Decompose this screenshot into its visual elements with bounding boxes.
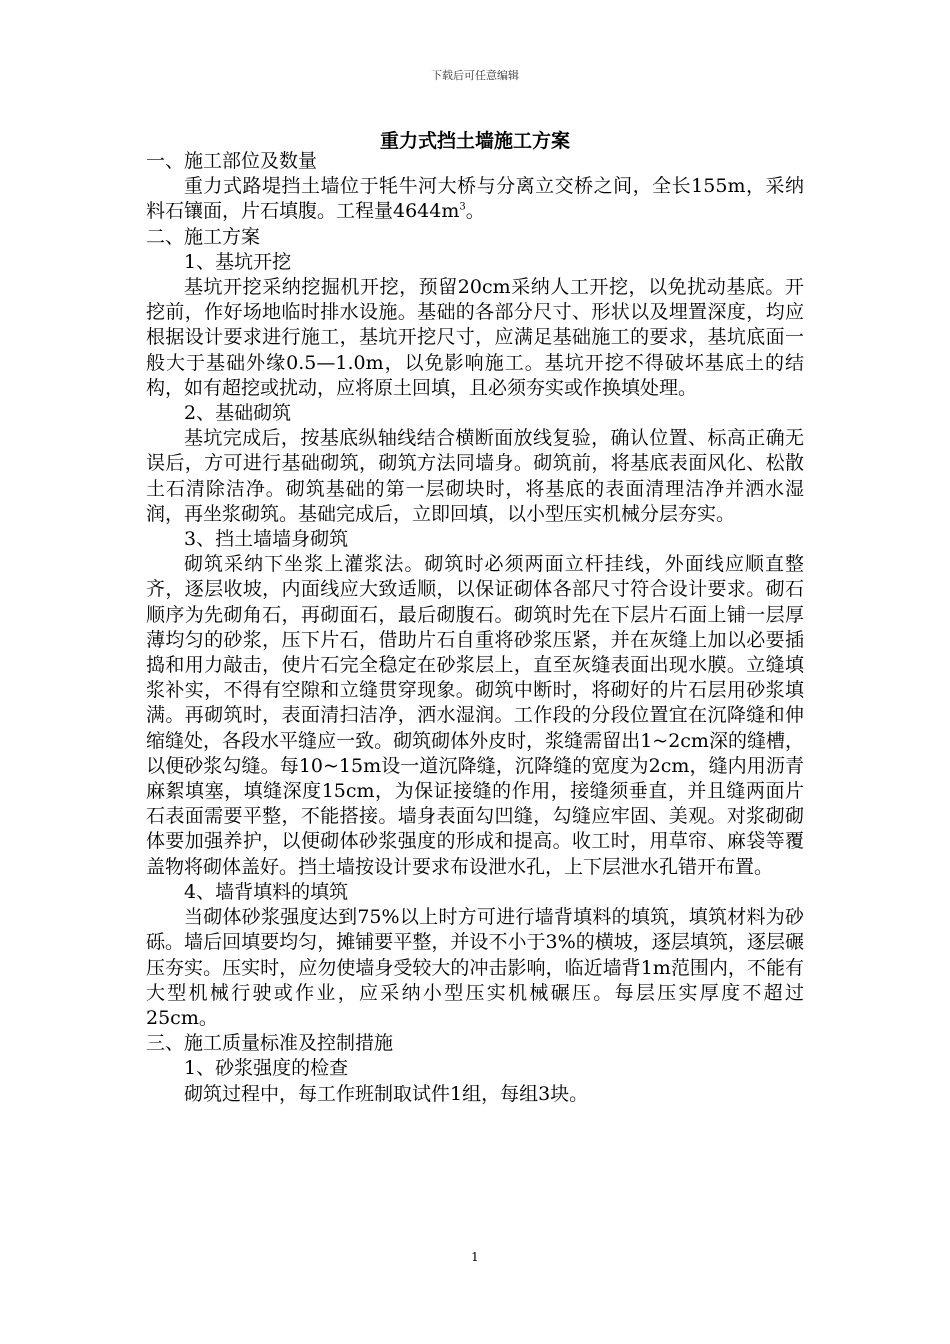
subsection-heading-2-2: 2、基础砌筑 bbox=[184, 402, 292, 425]
section-1-paragraph-text: 重力式路堤挡土墙位于牦牛河大桥与分离立交桥之间，全长155m，采纳料石镶面，片石填腹。工程量4644m bbox=[146, 175, 804, 223]
subsection-paragraph-2-2: 基坑完成后，按基底纵轴线结合横断面放线复验，确认位置、标高正确无误后，方可进行基础砌筑，砌筑方法同墙身。砌筑前，将基底表面风化、松散土石清除洁净。砌筑基础的第一层砌块时，将基底的表面清理洁净并洒水湿润，再坐浆砌筑。基础完成后，立即回填，以小型压实机械分层夯实。 bbox=[146, 427, 804, 525]
subsection-heading-2-1: 1、基坑开挖 bbox=[184, 250, 292, 273]
subsection-paragraph-3-1: 砌筑过程中，每工作班制取试件1组，每组3块。 bbox=[184, 1082, 589, 1105]
section-1-paragraph bbox=[146, 174, 804, 224]
subsection-paragraph-2-1: 基坑开挖采纳挖掘机开挖，预留20cm采纳人工开挖，以免扰动基底。开挖前，作好场地临时排水设施。基础的各部分尺寸、形状以及埋置深度，均应根据设计要求进行施工，基坑开挖尺寸，应满足基础施工的要求，基坑底面一般大于基础外缘0.5—1.0m，以免影响施工。基坑开挖不得破坏基底土的结构，如有超挖或扰动，应将原土回填，且必须夯实或作换填处理。 bbox=[146, 276, 804, 399]
superscript-cubic: 3 bbox=[459, 202, 466, 214]
section-heading-1: 一、施工部位及数量 bbox=[146, 150, 318, 172]
page-number: 1 bbox=[471, 1250, 479, 1264]
page-header-note: 下载后可任意编辑 bbox=[431, 69, 519, 82]
document-body bbox=[146, 149, 804, 1107]
subsection-paragraph-2-4: 当砌体砂浆强度达到75%以上时方可进行墙背填料的填筑，填筑材料为砂砾。墙后回填要均匀，摊铺要平整，并设不小于3%的横坡，逐层填筑，逐层碾压夯实。压实时，应勿使墙身受较大的冲击影响，临近墙背1m范围内，不能有大型机械行驶或作业，应采纳小型压实机械碾压。每层压实厚度不超过25cm。 bbox=[146, 906, 804, 1029]
section-heading-3: 三、施工质量标准及控制措施 bbox=[146, 1032, 394, 1055]
section-1-paragraph-tail: 。 bbox=[465, 200, 485, 223]
subsection-heading-3-1: 1、砂浆强度的检查 bbox=[184, 1057, 349, 1080]
subsection-heading-2-4: 4、墙背填料的填筑 bbox=[184, 880, 349, 903]
section-heading-2: 二、施工方案 bbox=[146, 225, 261, 248]
subsection-heading-2-3: 3、挡土墙墙身砌筑 bbox=[184, 528, 349, 551]
subsection-paragraph-2-3: 砌筑采纳下坐浆上灌浆法。砌筑时必须两面立杆挂线，外面线应顺直整齐，逐层收坡，内面线应大致适顺，以保证砌体各部尺寸符合设计要求。砌石顺序为先砌角石，再砌面石，最后砌腹石。砌筑时先在下层片石面上铺一层厚薄均匀的砂浆，压下片石，借助片石自重将砂浆压紧，并在灰缝上加以必要插捣和用力敲击，使片石完全稳定在砂浆层上，直至灰缝表面出现水膜。立缝填浆补实，不得有空隙和立缝贯穿现象。砌筑中断时，将砌好的片石层用砂浆填满。再砌筑时，表面清扫洁净，洒水湿润。工作段的分段位置宜在沉降缝和伸缩缝处，各段水平缝应一致。砌筑砌体外皮时，浆缝需留出1~2cm深的缝槽，以便砂浆勾缝。每10~15m设一道沉降缝，沉降缝的宽度为2cm，缝内用沥青麻絮填塞，填缝深度15cm，为保证接缝的作用，接缝须垂直，并且缝两面片石表面需要平整，不能搭接。墙身表面勾凹缝，勾缝应牢固、美观。对浆砌砌体要加强养护，以便砌体砂浆强度的形成和提高。收工时，用草帘、麻袋等覆盖物将砌体盖好。挡土墙按设计要求布设泄水孔，上下层泄水孔错开布置。 bbox=[146, 553, 804, 878]
document-title: 重力式挡土墙施工方案 bbox=[379, 130, 570, 152]
